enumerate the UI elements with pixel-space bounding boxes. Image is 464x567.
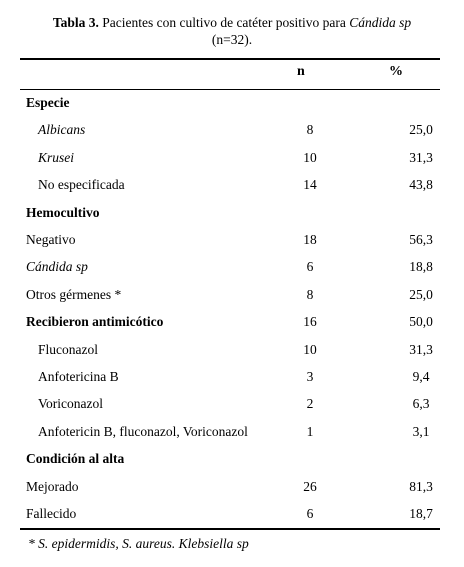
row-label: Anfotericin B, fluconazol, Voriconazol — [38, 423, 248, 439]
row-pct: 31,3 — [409, 341, 433, 357]
row-label: Negativo — [26, 232, 76, 247]
row-n: 16 — [303, 314, 317, 330]
table-row — [20, 281, 440, 308]
caption-text: Pacientes con cultivo de catéter positivo para — [98, 15, 350, 30]
row-pct: 3,1 — [412, 423, 430, 439]
row-label: Cándida sp — [26, 259, 88, 275]
row-label: Voriconazol — [38, 396, 103, 412]
row-label: Mejorado — [26, 478, 79, 494]
row-pct: 81,3 — [409, 478, 433, 494]
row-label: Fluconazol — [38, 341, 98, 357]
table-footnote: * S. epidermidis, S. aureus. Klebsiella sp — [28, 536, 249, 551]
section-row — [20, 445, 440, 472]
row-n: 8 — [306, 286, 314, 302]
table-row — [20, 253, 440, 280]
row-n: 8 — [306, 122, 314, 138]
table-row — [20, 500, 440, 527]
row-pct: 43,8 — [409, 177, 433, 193]
row-pct: 31,3 — [409, 149, 433, 165]
table-row — [20, 226, 440, 253]
header-n: n — [297, 64, 305, 79]
row-pct: 50,0 — [409, 314, 433, 330]
table-row — [20, 473, 440, 500]
row-n: 6 — [306, 259, 314, 275]
row-label: Otros gérmenes * — [26, 286, 122, 302]
table-row — [20, 144, 440, 171]
table-row — [20, 116, 440, 143]
row-n: 10 — [303, 149, 317, 165]
row-label: Hemocultivo — [26, 204, 100, 220]
row-label: Albicans — [38, 122, 86, 138]
section-row — [20, 89, 440, 116]
caption-line-1 — [0, 14, 464, 31]
row-label: Fallecido — [26, 506, 77, 521]
row-n: 18 — [303, 232, 317, 247]
row-n: 6 — [306, 506, 314, 521]
table-row — [20, 363, 440, 390]
table-row — [20, 171, 440, 198]
caption-line-2: (n=32). — [211, 32, 253, 47]
row-pct: 25,0 — [409, 286, 433, 302]
table-top-rule — [20, 58, 440, 60]
row-label: No especificada — [38, 177, 125, 193]
table-row — [20, 336, 440, 363]
header-pct: % — [389, 64, 403, 79]
row-label: Recibieron antimicótico — [26, 314, 164, 330]
row-n: 26 — [303, 478, 317, 494]
table-row — [20, 418, 440, 445]
section-row — [20, 308, 440, 335]
row-label: Condición al alta — [26, 451, 125, 467]
row-n: 2 — [306, 396, 314, 412]
section-row — [20, 199, 440, 226]
row-n: 1 — [306, 423, 314, 439]
caption-label: Tabla 3. — [52, 15, 99, 30]
row-label: Anfotericina B — [38, 369, 119, 384]
row-label: Krusei — [38, 149, 75, 165]
row-pct: 25,0 — [409, 122, 433, 138]
row-n: 14 — [303, 177, 317, 193]
caption-organism: Cándida sp — [349, 15, 412, 30]
row-label: Especie — [26, 95, 70, 110]
row-pct: 6,3 — [412, 396, 430, 412]
table-caption — [0, 14, 464, 48]
row-pct: 9,4 — [412, 369, 430, 384]
table-bottom-rule — [20, 528, 440, 530]
row-pct: 18,8 — [409, 259, 433, 275]
table-row — [20, 390, 440, 417]
row-n: 3 — [306, 369, 314, 384]
row-pct: 18,7 — [409, 506, 433, 521]
row-n: 10 — [303, 341, 317, 357]
row-pct: 56,3 — [409, 232, 433, 247]
